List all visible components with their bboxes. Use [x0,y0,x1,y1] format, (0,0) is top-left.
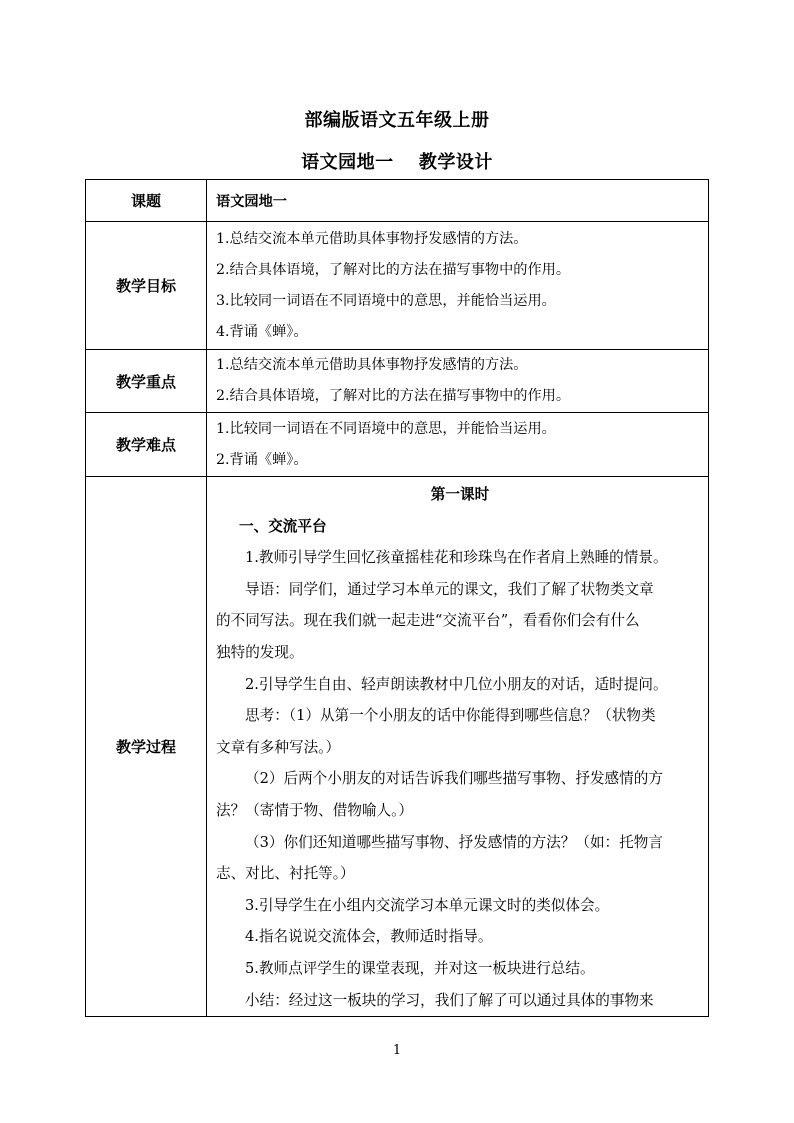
document-title: 部编版语文五年级上册 [304,110,490,131]
row-goals [86,222,709,350]
process-line: 2.引导学生自由、轻声朗读教材中几位小朋友的对话，适时提问。 [245,675,668,693]
goals-label: 教学目标 [86,222,207,350]
process-line: 小结：经过这一板块的学习，我们了解了可以通过具体的事物来 [245,991,654,1009]
process-line: 志、对比、衬托等。） [216,865,355,883]
process-line: 的不同写法。现在我们就一起走进“交流平台”，看看你们会有什么 [216,612,640,630]
topic-value: 语文园地一 [207,180,709,222]
document-subtitle: 语文园地一 教学设计 [301,152,493,173]
page-number: 1 [392,1043,402,1058]
process-line: 思考：（1）从第一个小朋友的话中你能得到哪些信息？（状物类 [245,707,656,725]
key-points-label: 教学重点 [86,350,207,413]
process-line: 独特的发现。 [216,643,304,661]
goal-item: 3.比较同一词语在不同语境中的意思，并能恰当运用。 [216,292,556,309]
row-difficult-points [86,413,709,477]
process-line: （2）后两个小朋友的对话告诉我们哪些描写事物、抒发感情的方 [245,770,663,788]
difficult-points-label: 教学难点 [86,413,207,477]
topic-label: 课题 [86,180,207,222]
process-line: 3.引导学生在小组内交流学习本单元课文时的类似体会。 [245,896,610,914]
goal-item: 1.总结交流本单元借助具体事物抒发感情的方法。 [216,230,528,247]
row-process [86,477,709,1017]
row-topic [86,180,709,222]
difficult-point-item: 2.背诵《蝉》。 [216,451,308,468]
goal-item: 2.结合具体语境，了解对比的方法在描写事物中的作用。 [216,261,571,278]
lesson-plan-table [85,179,709,1017]
difficult-points-cell [207,413,709,477]
process-line: 4.指名说说交流体会，教师适时指导。 [245,928,493,946]
section-title: 一、交流平台 [239,517,327,535]
goal-item: 4.背诵《蝉》。 [216,323,308,340]
process-line: 法？（寄情于物、借物喻人。） [216,801,414,819]
key-points-cell [207,350,709,413]
process-line: 5.教师点评学生的课堂表现，并对这一板块进行总结。 [245,959,595,977]
process-line: 1.教师引导学生回忆孩童摇桂花和珍珠鸟在作者肩上熟睡的情景。 [245,549,668,567]
process-line: （3）你们还知道哪些描写事物、抒发感情的方法？（如：托物言 [245,833,663,851]
process-line: 导语：同学们，通过学习本单元的课文，我们了解了状物类文章 [245,580,654,598]
process-line: 文章有多种写法。） [216,738,341,756]
process-cell [207,477,709,1017]
goals-cell [207,222,709,350]
difficult-point-item: 1.比较同一词语在不同语境中的意思，并能恰当运用。 [216,420,556,437]
process-label: 教学过程 [86,477,207,1017]
lesson-title: 第一课时 [430,486,490,503]
key-point-item: 1.总结交流本单元借助具体事物抒发感情的方法。 [216,357,528,373]
row-key-points [86,350,709,413]
key-point-item: 2.结合具体语境，了解对比的方法在描写事物中的作用。 [216,388,571,404]
